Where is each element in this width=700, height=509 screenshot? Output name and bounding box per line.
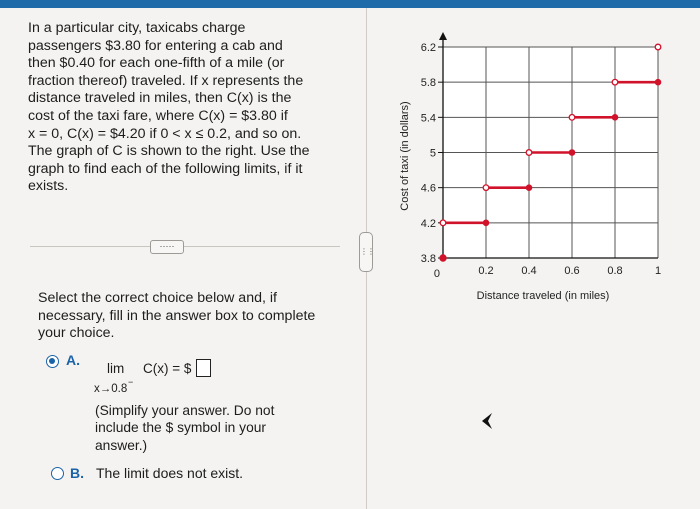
top-bar <box>0 0 700 8</box>
x-tick-label: 0.6 <box>564 265 580 277</box>
step-closed-endpoint <box>569 150 575 156</box>
instructions <box>38 290 338 343</box>
x-tick-label: 0.8 <box>607 265 623 277</box>
y-axis-arrow <box>439 32 447 40</box>
choice-a-radio[interactable] <box>46 355 59 368</box>
y-tick-label: 4.6 <box>420 182 436 195</box>
hint-line: answer.) <box>95 437 148 453</box>
limit-subscript-superscript: − <box>128 377 134 387</box>
limit-operator: lim <box>107 361 125 376</box>
choice-b-text[interactable]: The limit does not exist. <box>96 465 244 481</box>
problem-line: passengers $3.80 for entering a cab and <box>28 37 283 54</box>
y-axis-label: Cost of taxi (in dollars) <box>399 101 411 211</box>
y-tick-label: 4.2 <box>420 217 436 230</box>
instruction-line: necessary, fill in the answer box to complete <box>38 307 316 324</box>
taxi-fare-graph <box>395 30 680 320</box>
section-divider <box>30 246 340 247</box>
problem-line: exists. <box>28 178 69 195</box>
problem-line: The graph of C is shown to the right. Use the <box>28 143 310 160</box>
step-open-endpoint <box>440 220 446 226</box>
hint-line: (Simplify your answer. Do not <box>95 403 275 418</box>
limit-function: C(x) = $ <box>143 361 192 376</box>
step-closed-endpoint <box>655 79 661 85</box>
x-axis-label: Distance traveled (in miles) <box>476 290 610 302</box>
expand-more-button[interactable]: ····· <box>150 240 184 254</box>
choice-b-radio[interactable] <box>51 467 64 480</box>
mouse-cursor-icon <box>481 412 495 430</box>
limit-subscript: x→0.8 <box>94 383 128 395</box>
problem-line: fraction thereof) traveled. If x represents the <box>28 72 304 89</box>
answer-input-box[interactable] <box>196 359 211 377</box>
problem-line: then $0.40 for each one-fifth of a mile (or <box>28 55 285 72</box>
step-closed-endpoint <box>612 115 618 121</box>
choice-a-letter[interactable]: A. <box>66 352 80 368</box>
y-tick-label: 3.8 <box>420 253 436 265</box>
problem-line: x = 0, C(x) = $4.20 if 0 < x ≤ 0.2, and so on. <box>28 125 302 142</box>
y-tick-label: 5.8 <box>420 77 436 90</box>
step-open-endpoint <box>569 115 575 121</box>
problem-line: distance traveled in miles, then C(x) is the <box>28 90 292 107</box>
hint-line: include the $ symbol in your <box>95 420 267 436</box>
step-open-endpoint <box>526 150 532 156</box>
x-tick-label: 1 <box>654 265 662 277</box>
problem-line: In a particular city, taxicabs charge <box>28 20 246 36</box>
hint-text <box>95 402 305 454</box>
step-closed-endpoint <box>483 220 489 226</box>
x-tick-label: 0.4 <box>521 265 537 277</box>
choice-b-letter[interactable]: B. <box>70 465 84 481</box>
y-tick-label: 5.4 <box>420 112 436 125</box>
x-tick-label: 0.2 <box>478 265 494 277</box>
pane-splitter-handle[interactable]: ⋮⋮ <box>359 232 373 272</box>
step-closed-endpoint <box>526 185 532 191</box>
step-open-endpoint <box>655 44 661 50</box>
start-point-filled <box>440 255 446 261</box>
problem-line: cost of the taxi fare, where C(x) = $3.80 if <box>28 107 288 124</box>
problem-line: graph to find each of the following limits, if it <box>28 160 303 177</box>
step-open-endpoint <box>483 185 489 191</box>
y-tick-label: 5 <box>429 147 436 160</box>
y-tick-label: 6.2 <box>420 42 436 54</box>
step-open-endpoint <box>612 79 618 85</box>
x-tick-label: 0 <box>433 268 440 280</box>
problem-statement <box>28 20 338 196</box>
instruction-line: Select the correct choice below and, if <box>38 290 277 306</box>
instruction-line: your choice. <box>38 325 115 342</box>
